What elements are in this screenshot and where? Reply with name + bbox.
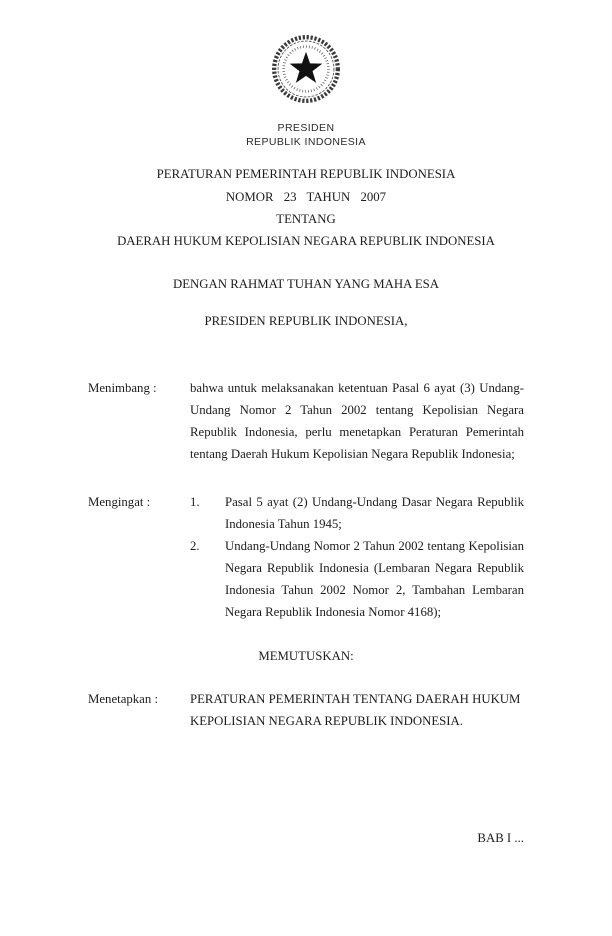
invocation-line: DENGAN RAHMAT TUHAN YANG MAHA ESA: [172, 276, 440, 291]
institution-line1: PRESIDEN: [277, 122, 335, 134]
menetapkan-clause: [88, 688, 524, 732]
document-subject: DAERAH HUKUM KEPOLISIAN NEGARA REPUBLIK INDONESIA: [117, 234, 495, 249]
mengingat-label: Mengingat :: [88, 494, 151, 509]
institution-line2: REPUBLIK INDONESIA: [246, 135, 366, 148]
mengingat-item-2-text: Undang-Undang Nomor 2 Tahun 2002 tentang Kepolisian Negara Republik Indonesia (Lembaran Negara Republik Indonesia Tahun 2002 Nomor 2, Tambahan Lembaran Negara Republik Indonesia Nomor 4168);: [225, 538, 524, 619]
mengingat-item-1-text: Pasal 5 ayat (2) Undang-Undang Dasar Negara Republik Indonesia Tahun 1945;: [225, 494, 524, 531]
mengingat-item-1-number: 1.: [190, 494, 200, 509]
mengingat-item-2: [190, 535, 524, 623]
title-block: [88, 163, 524, 253]
menimbang-label: Menimbang :: [88, 380, 157, 395]
menetapkan-label: Menetapkan :: [88, 691, 159, 706]
mengingat-list: [190, 491, 524, 623]
document-title: PERATURAN PEMERINTAH REPUBLIK INDONESIA: [156, 167, 456, 182]
mengingat-item-2-number: 2.: [190, 538, 200, 553]
document-number: NOMOR 23 TAHUN 2007: [225, 189, 387, 204]
menimbang-text: bahwa untuk melaksanakan ketentuan Pasal 6 ayat (3) Undang-Undang Nomor 2 Tahun 2002 tentang Kepolisian Negara Republik Indonesia, perlu menetapkan Peraturan Pemerintah tentang Daerah Hukum Kepolisian Negara Republik Indonesia;: [190, 380, 524, 461]
menetapkan-text: PERATURAN PEMERINTAH TENTANG DAERAH HUKUM KEPOLISIAN NEGARA REPUBLIK INDONESIA.: [190, 691, 521, 728]
mengingat-clause: [88, 491, 524, 623]
presidential-seal-icon: [263, 26, 349, 112]
mengingat-item-1: [190, 491, 524, 535]
page-catchword: BAB I ...: [477, 831, 524, 845]
seal-container: [88, 26, 524, 116]
authority-line: PRESIDEN REPUBLIK INDONESIA,: [204, 313, 408, 328]
institution-block: [88, 122, 524, 149]
memutuskan-heading: MEMUTUSKAN:: [258, 648, 354, 663]
menimbang-clause: [88, 377, 524, 465]
about-label: TENTANG: [276, 212, 336, 227]
